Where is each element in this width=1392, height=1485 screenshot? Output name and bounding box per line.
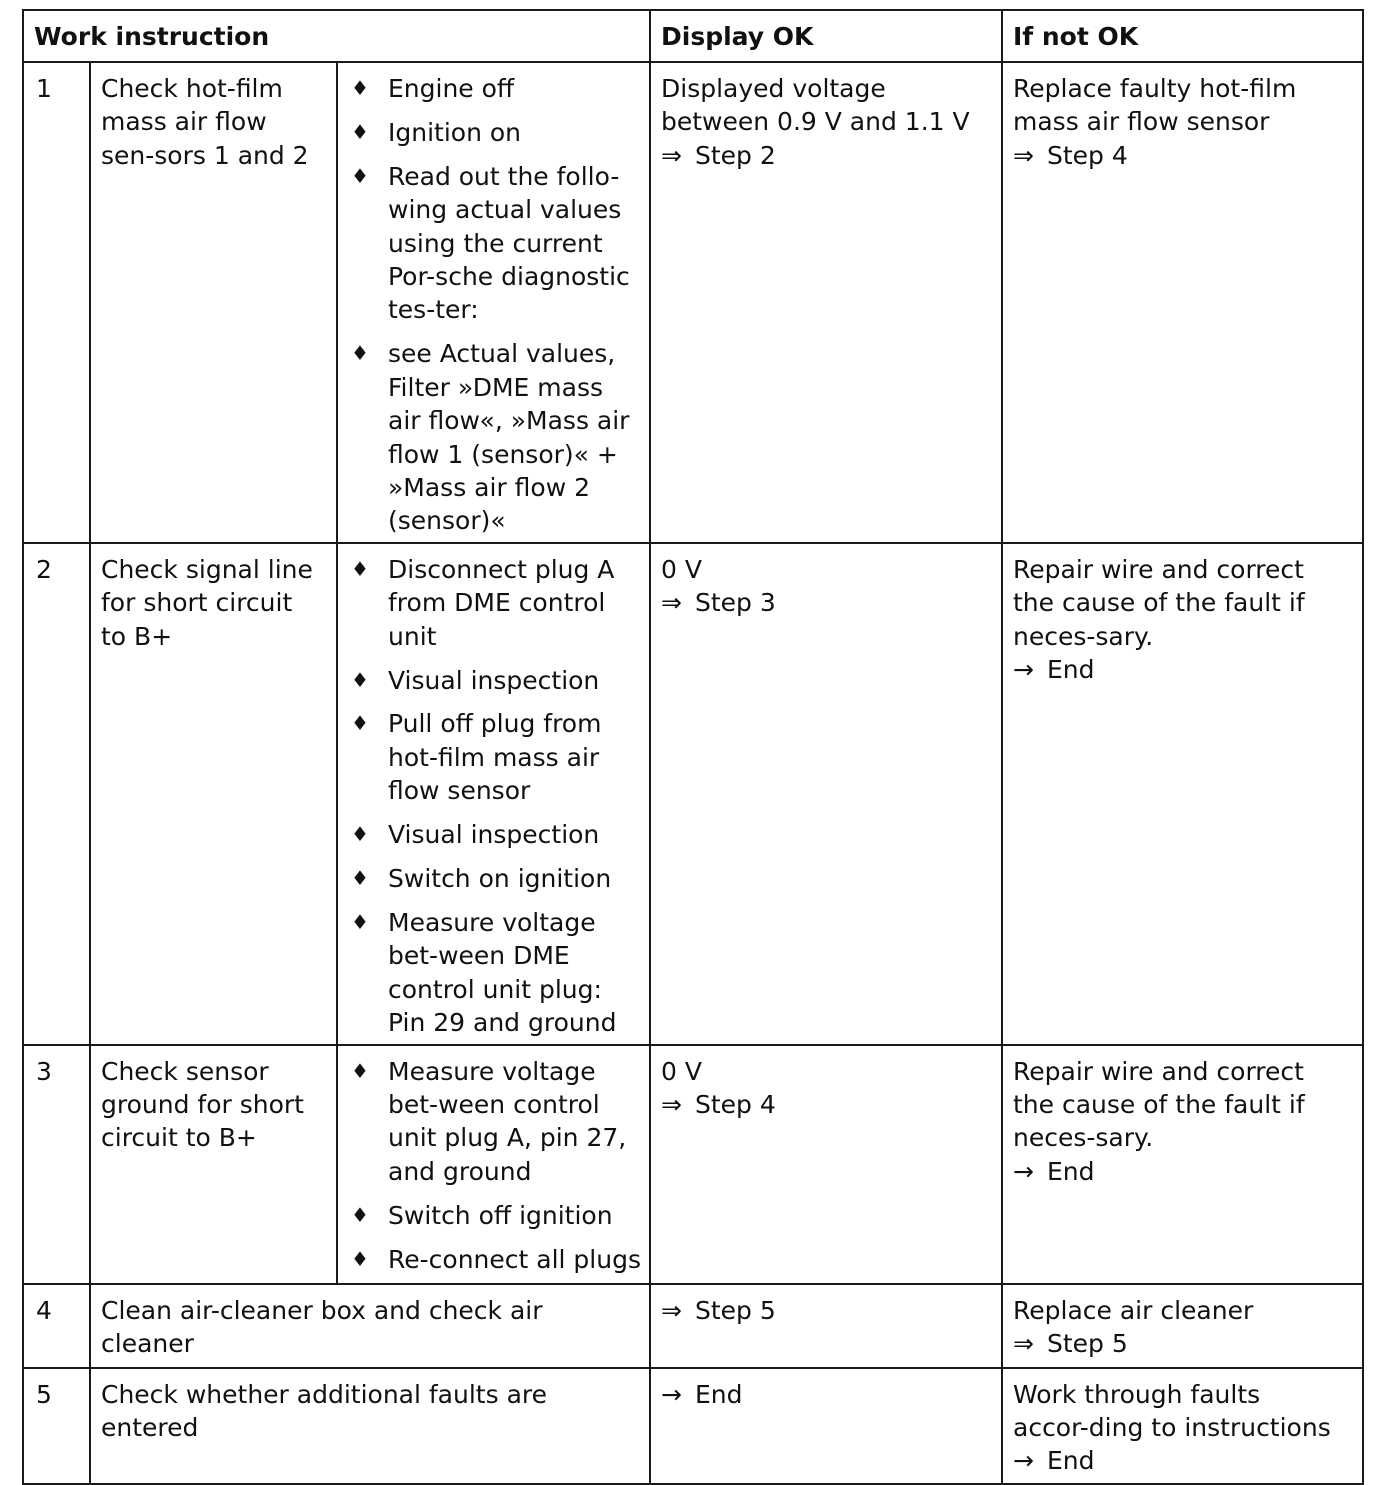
- not-ok-result: Step 5: [1047, 1328, 1128, 1358]
- right-arrow-icon: →: [1013, 655, 1034, 684]
- list-item: ♦ Visual inspection: [350, 664, 643, 697]
- work-instruction-table: [22, 9, 1364, 1485]
- display-ok-text: 0 V: [661, 554, 702, 584]
- display-ok-cell: [650, 1368, 1002, 1484]
- right-arrow-icon: →: [1013, 1446, 1034, 1476]
- bullet-icon: ♦: [351, 1246, 369, 1271]
- table-row: [23, 1284, 1363, 1368]
- list-item: ♦ Engine off: [350, 72, 643, 105]
- display-ok-cell: [650, 1045, 1002, 1284]
- bullet-icon: ♦: [351, 909, 369, 934]
- step-number: 4: [23, 1284, 90, 1368]
- step-number: 2: [23, 543, 90, 1045]
- table-row: [23, 543, 1363, 1045]
- double-arrow-icon: ⇒: [1013, 1328, 1034, 1358]
- step-number: 3: [23, 1045, 90, 1284]
- list-item: ♦ Measure voltage bet-ween DME control unit plug: Pin 29 and ground: [351, 907, 617, 1038]
- bullet-icon: ♦: [351, 163, 369, 188]
- header-work-instruction: Work instruction: [23, 10, 650, 62]
- list-item: ♦ Switch off ignition: [350, 1199, 643, 1232]
- bullet-icon: ♦: [351, 76, 369, 100]
- bullet-icon: ♦: [351, 556, 369, 581]
- not-ok-result: End: [1047, 1446, 1095, 1476]
- double-arrow-icon: ⇒: [661, 140, 682, 170]
- right-arrow-icon: →: [661, 1379, 682, 1409]
- list-item: ♦ Measure voltage bet-ween control unit plug A, pin 27, and ground: [351, 1056, 627, 1186]
- list-item: ♦ Re-connect all plugs: [350, 1243, 643, 1276]
- procedure-steps: [337, 543, 650, 1045]
- not-ok-result: End: [1047, 1156, 1095, 1186]
- bullet-icon: ♦: [351, 341, 369, 366]
- bullet-icon: ♦: [351, 1058, 369, 1083]
- list-item: ♦ Ignition on: [350, 116, 643, 149]
- list-item: ♦ Read out the follo-wing actual values using the current Por-sche diagnostic tes-ter:: [351, 161, 630, 325]
- list-item: ♦ Switch on ignition: [350, 862, 643, 895]
- right-arrow-icon: →: [1013, 1156, 1034, 1186]
- list-item: ♦ Pull off plug from hot-film mass air flow sensor: [351, 709, 602, 806]
- list-item: ♦ see Actual values, Filter »DME mass air flow«, »Mass air flow 1 (sensor)« + »Mass air flow 2 (sensor)«: [351, 339, 630, 536]
- instruction-text: Clean air-cleaner box and check air cleaner: [90, 1284, 650, 1368]
- not-ok-result: End: [1047, 655, 1095, 684]
- display-ok-result: End: [695, 1379, 743, 1409]
- display-ok-result: Step 2: [695, 140, 776, 170]
- display-ok-result: Step 3: [695, 588, 776, 618]
- double-arrow-icon: ⇒: [661, 1089, 682, 1119]
- table-row: [23, 62, 1363, 543]
- display-ok-text: Displayed voltage between 0.9 V and 1.1 V: [661, 74, 970, 137]
- step-number: 5: [23, 1368, 90, 1484]
- check-text: Check hot-film mass air flow sen-sors 1 and 2: [101, 74, 309, 170]
- bullet-icon: ♦: [351, 866, 369, 891]
- display-ok-text: 0 V: [661, 1056, 702, 1086]
- check-text: Check sensor ground for short circuit to B+: [101, 1056, 304, 1153]
- double-arrow-icon: ⇒: [661, 588, 682, 618]
- display-ok-cell: [650, 62, 1002, 543]
- procedure-steps: [337, 62, 650, 543]
- list-item: ♦ Disconnect plug A from DME control unit: [351, 554, 615, 651]
- bullet-icon: ♦: [351, 667, 369, 692]
- bullet-icon: ♦: [351, 711, 369, 736]
- header-if-not-ok: If not OK: [1002, 10, 1363, 62]
- double-arrow-icon: ⇒: [661, 1295, 682, 1325]
- not-ok-cell: [1002, 1284, 1363, 1368]
- check-text: Check signal line for short circuit to B+: [101, 554, 313, 651]
- display-ok-result: Step 5: [695, 1295, 776, 1325]
- step-number: 1: [23, 62, 90, 543]
- not-ok-text: Replace air cleaner: [1013, 1295, 1254, 1325]
- not-ok-text: Repair wire and correct the cause of the fault if neces-sary.: [1013, 1056, 1305, 1153]
- not-ok-cell: [1002, 62, 1363, 543]
- bullet-icon: ♦: [351, 822, 369, 847]
- table-row: [23, 1045, 1363, 1284]
- not-ok-text: Replace faulty hot-film mass air flow sensor: [1013, 74, 1297, 137]
- check-description: [90, 62, 337, 543]
- check-description: [90, 1045, 337, 1284]
- display-ok-cell: [650, 1284, 1002, 1368]
- list-item: ♦ Visual inspection: [350, 818, 643, 851]
- not-ok-cell: [1002, 1045, 1363, 1284]
- display-ok-cell: [650, 543, 1002, 1045]
- header-display-ok: Display OK: [650, 10, 1002, 62]
- not-ok-text: Work through faults accor-ding to instructions: [1013, 1379, 1331, 1442]
- not-ok-result: Step 4: [1047, 140, 1128, 170]
- instruction-text: Check whether additional faults are entered: [90, 1368, 650, 1484]
- double-arrow-icon: ⇒: [1013, 140, 1034, 170]
- display-ok-result: Step 4: [695, 1089, 776, 1119]
- procedure-steps: [337, 1045, 650, 1284]
- check-description: [90, 543, 337, 1045]
- not-ok-cell: [1002, 1368, 1363, 1484]
- bullet-icon: ♦: [351, 1202, 369, 1227]
- header-row: [23, 10, 1363, 62]
- table-row: [23, 1368, 1363, 1484]
- not-ok-cell: [1002, 543, 1363, 1045]
- not-ok-text: Repair wire and correct the cause of the fault if neces-sary.: [1013, 554, 1305, 651]
- bullet-icon: ♦: [351, 119, 369, 144]
